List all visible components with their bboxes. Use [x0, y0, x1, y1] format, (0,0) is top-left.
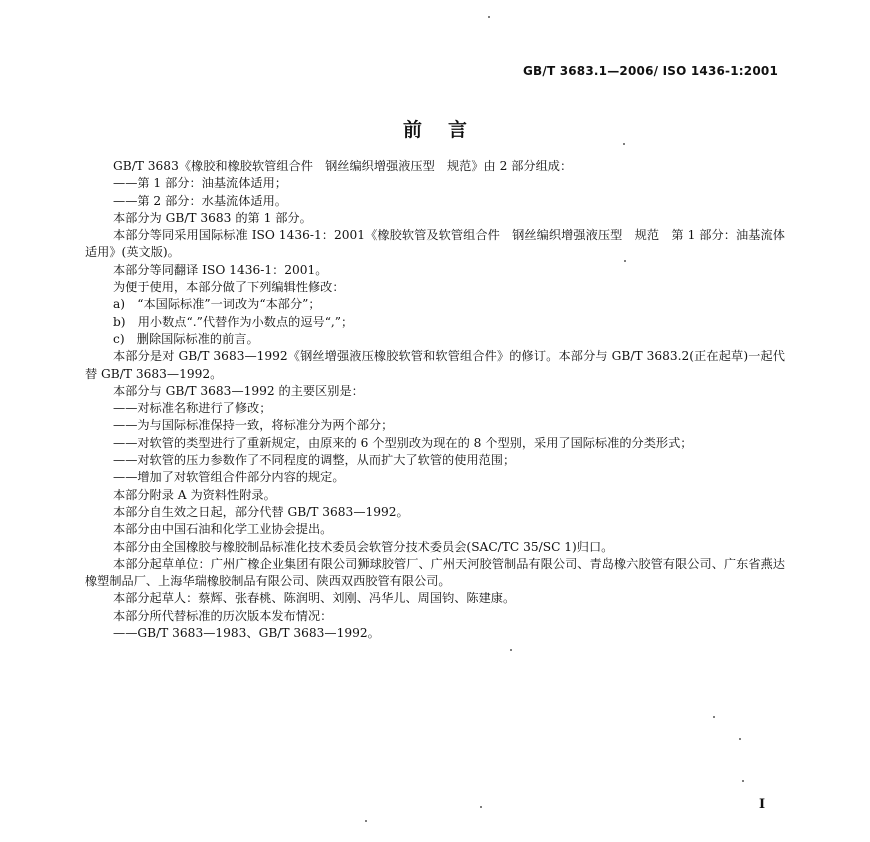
scan-speck [742, 780, 744, 782]
scan-speck [623, 143, 625, 145]
list-item: a) “本国际标准”一词改为“本部分”； [113, 297, 321, 312]
page-number: I [759, 797, 766, 812]
scan-speck [480, 806, 482, 808]
scan-speck [488, 16, 490, 18]
page-title: 前言 [402, 119, 493, 141]
paragraph: ——第 2 部分：水基流体适用。 [113, 193, 287, 208]
paragraph: 本部分由全国橡胶与橡胶制品标准化技术委员会软管分技术委员会(SAC/TC 35/SC 1)归口。 [113, 539, 614, 554]
paragraph: 为便于使用，本部分做了下列编辑性修改： [113, 280, 345, 295]
paragraph: ——为与国际标准保持一致，将标准分为两个部分； [113, 418, 394, 433]
paragraph: 本部分起草人：蔡辉、张春桃、陈润明、刘刚、冯华儿、周国钧、陈建康。 [113, 591, 516, 606]
scan-speck [739, 738, 741, 740]
paragraph: 本部分为 GB/T 3683 的第 1 部分。 [113, 210, 312, 225]
scan-speck [624, 260, 626, 262]
paragraph: GB/T 3683《橡胶和橡胶软管组合件 钢丝编织增强液压型 规范》由 2 部分组成： [113, 159, 573, 173]
paragraph: ——对标准名称进行了修改； [113, 401, 272, 416]
paragraph: 本部分起草单位：广州广橡企业集团有限公司狮球胶管厂、广州天河胶管制品有限公司、青岛橡六胶管有限公司、广东省燕达橡塑制品厂、上海华瑞橡胶制品有限公司、陕西双西胶管有限公司。 [85, 556, 785, 589]
paragraph: 本部分附录 A 为资料性附录。 [113, 487, 276, 502]
paragraph: 本部分是对 GB/T 3683—1992《钢丝增强液压橡胶软管和软管组合件》的修订。本部分与 GB/T 3683.2(正在起草)一起代替 GB/T 3683—1992。 [85, 349, 785, 381]
paragraph: 本部分由中国石油和化学工业协会提出。 [113, 522, 333, 537]
scan-speck [365, 820, 367, 822]
paragraph: 本部分所代替标准的历次版本发布情况： [113, 608, 333, 623]
paragraph: 本部分等同翻译 ISO 1436-1：2001。 [113, 262, 328, 277]
standard-code-header: GB/T 3683.1—2006/ ISO 1436-1:2001 [522, 64, 778, 78]
scan-speck [713, 716, 715, 718]
paragraph: ——第 1 部分：油基流体适用； [113, 176, 287, 191]
foreword-body [85, 158, 785, 642]
paragraph: ——GB/T 3683—1983、GB/T 3683—1992。 [113, 626, 380, 641]
paragraph: ——增加了对软管组合件部分内容的规定。 [113, 470, 345, 485]
paragraph: 本部分等同采用国际标准 ISO 1436-1：2001《橡胶软管及软管组合件 钢丝编织增强液压型 规范 第 1 部分：油基流体适用》(英文版)。 [85, 228, 785, 260]
paragraph: 本部分自生效之日起，部分代替 GB/T 3683—1992。 [113, 504, 409, 519]
list-item: c) 删除国际标准的前言。 [113, 331, 259, 346]
scan-speck [510, 649, 512, 651]
paragraph: ——对软管的类型进行了重新规定，由原来的 6 个型别改为现在的 8 个型别，采用了国际标准的分类形式； [113, 435, 693, 450]
list-item: b) 用小数点“.”代替作为小数点的逗号“,”； [113, 314, 354, 329]
paragraph: 本部分与 GB/T 3683—1992 的主要区别是： [113, 383, 364, 398]
paragraph: ——对软管的压力参数作了不同程度的调整，从而扩大了软管的使用范围； [113, 453, 516, 468]
